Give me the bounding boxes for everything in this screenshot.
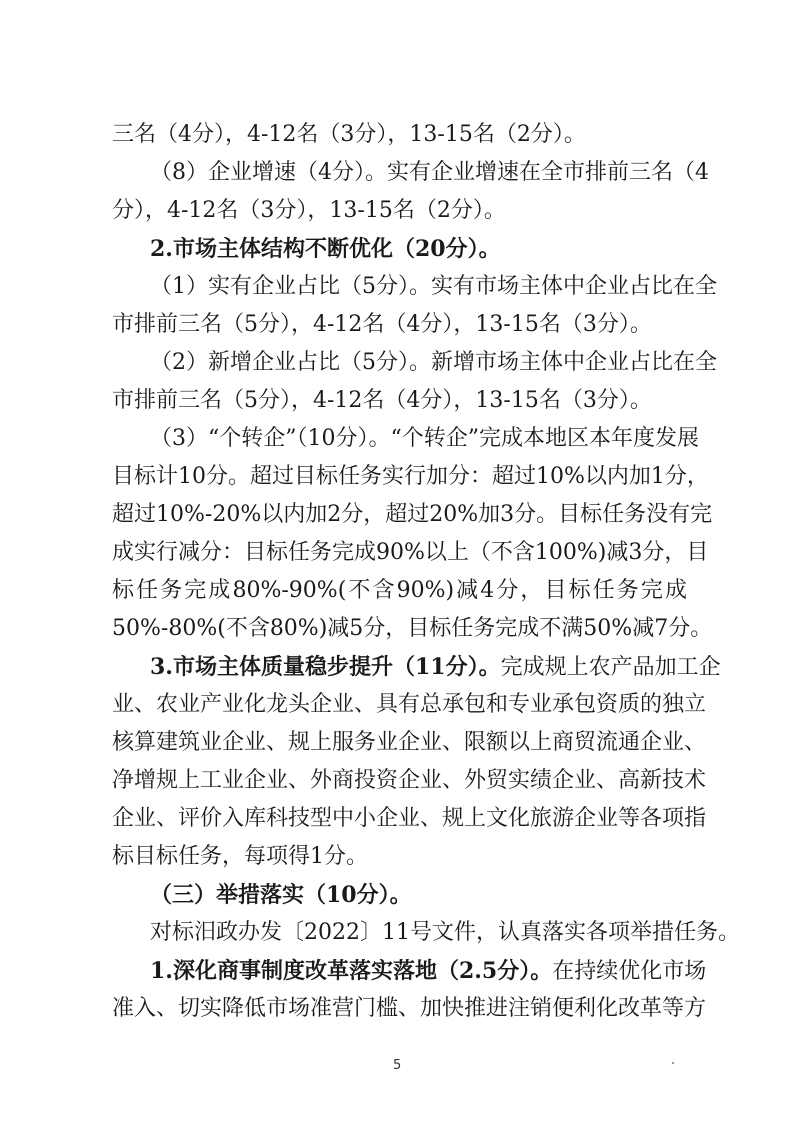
body-line-5: （1）实有企业占比（5分）。实有市场主体中企业占比在全	[150, 274, 717, 299]
body-line-2: （8）企业增速（4分）。实有企业增速在全市排前三名（4	[150, 160, 709, 185]
body-line-18: 净增规上工业企业、外商投资企业、外贸实绩企业、高新技术	[112, 768, 707, 793]
body-line-22: 对标汨政办发〔2022〕11号文件，认真落实各项举措任务。	[150, 920, 740, 945]
body-line-9: （3）“个转企”（10分）。“个转企”完成本地区本年度发展	[150, 426, 699, 451]
body-line-11: 超过10%-20%以内加2分，超过20%加3分。目标任务没有完	[112, 502, 713, 527]
scan-speck	[672, 1062, 674, 1064]
body-line-8: 市排前三名（5分），4-12名（4分），13-15名（3分）。	[112, 388, 652, 413]
subsection-line-1	[150, 956, 707, 986]
subsection-heading-1: 1.深化商事制度改革落实落地（2.5分）。	[150, 958, 553, 984]
body-line-7: （2）新增企业占比（5分）。新增市场主体中企业占比在全	[150, 350, 717, 375]
body-line-17: 核算建筑业企业、规上服务业企业、限额以上商贸流通企业、	[112, 730, 707, 755]
page-number: 5	[393, 1058, 402, 1073]
body-line-12: 成实行减分：目标任务完成90%以上（不含100%)减3分，目	[112, 540, 709, 565]
section-heading-3: 3.市场主体质量稳步提升（11分）。	[150, 654, 501, 680]
section-heading-three: （三）举措落实（10分）。	[150, 882, 412, 908]
body-line-1: 三名（4分），4-12名（3分），13-15名（2分）。	[112, 122, 586, 147]
body-line-19: 企业、评价入库科技型中小企业、规上文化旅游企业等各项指	[112, 806, 707, 831]
body-line-3: 分），4-12名（3分），13-15名（2分）。	[112, 198, 506, 223]
body-line-6: 市排前三名（5分），4-12名（4分），13-15名（3分）。	[112, 312, 652, 337]
body-line-14: 50%-80%(不含80%)减5分，目标任务完成不满50%减7分。	[112, 616, 713, 641]
body-line-13: 标任务完成80%-90%(不含90%)减4分，目标任务完成	[112, 578, 687, 603]
body-line-20: 标目标任务，每项得1分。	[112, 844, 368, 869]
section-heading-3-body: 完成规上农产品加工企	[500, 655, 721, 680]
section-line-3	[150, 652, 721, 682]
subsection-heading-1-body: 在持续优化市场	[552, 959, 707, 984]
body-line-10: 目标计10分。超过目标任务实行加分：超过10%以内加1分，	[112, 464, 709, 489]
body-line-16: 业、农业产业化龙头企业、具有总承包和专业承包资质的独立	[112, 692, 707, 717]
body-line-24: 准入、切实降低市场准营门槛、加快推进注销便利化改革等方	[112, 996, 707, 1021]
section-heading-2: 2.市场主体结构不断优化（20分）。	[150, 236, 501, 262]
